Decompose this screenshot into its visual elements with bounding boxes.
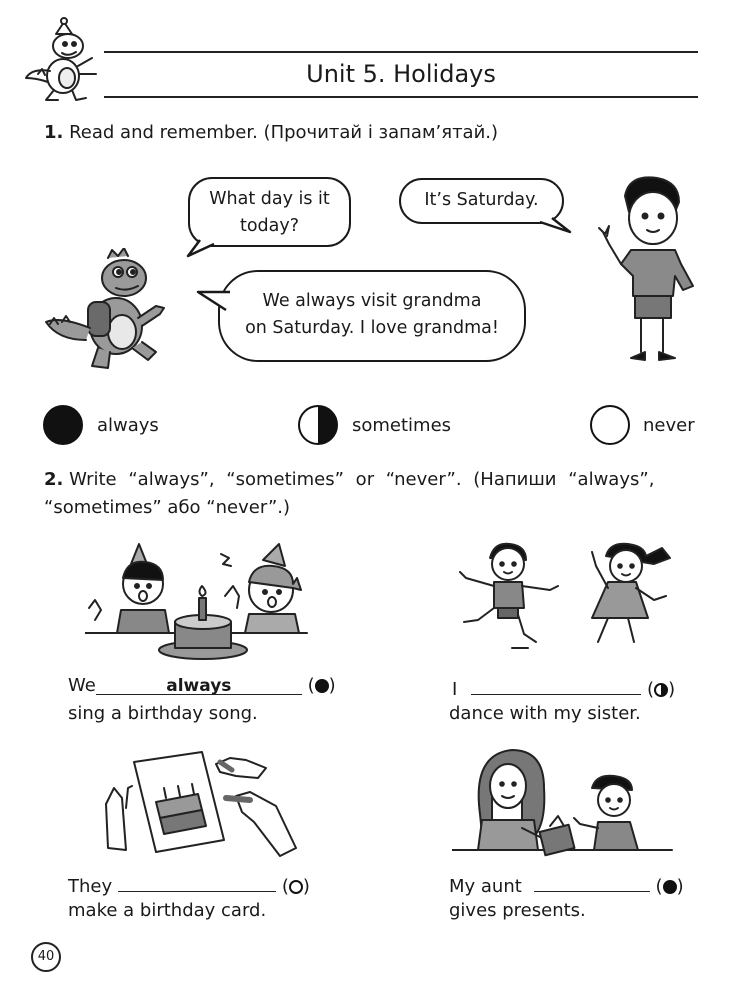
exercise-item-2 bbox=[452, 674, 675, 702]
item-1-continuation: sing a birthday song. bbox=[68, 703, 258, 724]
exercise-2-instruction-line1: Write “always”, “sometimes” or “never”. (Напиши “always”, bbox=[69, 469, 655, 490]
always-symbol-icon bbox=[663, 880, 677, 894]
item-3-subject: They bbox=[68, 876, 113, 897]
exercise-2-instruction-line2: “sometimes” або “never”.) bbox=[44, 497, 291, 518]
item-4-continuation: gives presents. bbox=[449, 900, 586, 921]
never-symbol-icon bbox=[289, 880, 303, 894]
page-number-text: 40 bbox=[37, 949, 55, 964]
item-4-subject: My aunt bbox=[449, 876, 522, 897]
exercise-2-number: 2. bbox=[44, 469, 64, 490]
item-1-open-paren: ( bbox=[307, 675, 315, 696]
boy-character-icon bbox=[595, 172, 705, 367]
birthday-card-picture bbox=[100, 748, 310, 866]
bubble-statement-line2: on Saturday. I love grandma! bbox=[245, 318, 499, 338]
item-3-close-paren: ) bbox=[302, 876, 310, 897]
item-4-answer-blank[interactable] bbox=[534, 871, 650, 892]
item-1-answer-blank[interactable] bbox=[96, 674, 302, 695]
exercise-item-3 bbox=[68, 871, 310, 899]
page-title: Unit 5. Holidays bbox=[306, 60, 496, 88]
item-3-answer-blank[interactable] bbox=[118, 871, 276, 892]
exercise-1-number: 1. bbox=[44, 122, 64, 143]
legend-never-label: never bbox=[643, 415, 695, 436]
aunt-gives-present-picture bbox=[452, 744, 674, 866]
exercise-item-4 bbox=[449, 871, 684, 899]
item-1-answer: always bbox=[166, 676, 232, 696]
item-2-open-paren: ( bbox=[647, 679, 655, 700]
item-4-close-paren: ) bbox=[676, 876, 684, 897]
bubble-answer-text: It’s Saturday. bbox=[424, 190, 539, 210]
exercise-2-heading bbox=[44, 468, 698, 520]
legend-always-label: always bbox=[97, 415, 159, 436]
always-symbol-icon bbox=[315, 679, 329, 693]
exercise-item-1 bbox=[68, 674, 336, 698]
item-1-subject: We bbox=[68, 675, 96, 696]
sometimes-symbol-icon bbox=[654, 683, 668, 697]
item-2-continuation: dance with my sister. bbox=[449, 703, 641, 724]
sometimes-symbol-icon bbox=[298, 405, 338, 445]
always-symbol-icon bbox=[43, 405, 83, 445]
item-1-close-paren: ) bbox=[328, 675, 336, 696]
item-3-continuation: make a birthday card. bbox=[68, 900, 267, 921]
page-number bbox=[31, 942, 61, 972]
never-symbol-icon bbox=[590, 405, 630, 445]
bubble-question-line1: What day is it bbox=[209, 189, 330, 209]
bubble-statement-line1: We always visit grandma bbox=[262, 291, 482, 311]
item-2-close-paren: ) bbox=[668, 679, 676, 700]
dinosaur-character-icon bbox=[38, 248, 178, 378]
bubble-question-line2: today? bbox=[239, 216, 300, 236]
item-2-answer-blank[interactable] bbox=[471, 674, 641, 695]
item-2-subject: I bbox=[452, 679, 458, 700]
item-3-open-paren: ( bbox=[281, 876, 289, 897]
exercise-1-instruction: Read and remember. (Прочитай і запам’ятай.) bbox=[69, 122, 499, 143]
birthday-party-picture bbox=[85, 538, 310, 663]
item-4-open-paren: ( bbox=[655, 876, 663, 897]
dancing-children-picture bbox=[458, 538, 678, 663]
legend-sometimes-label: sometimes bbox=[352, 415, 452, 436]
